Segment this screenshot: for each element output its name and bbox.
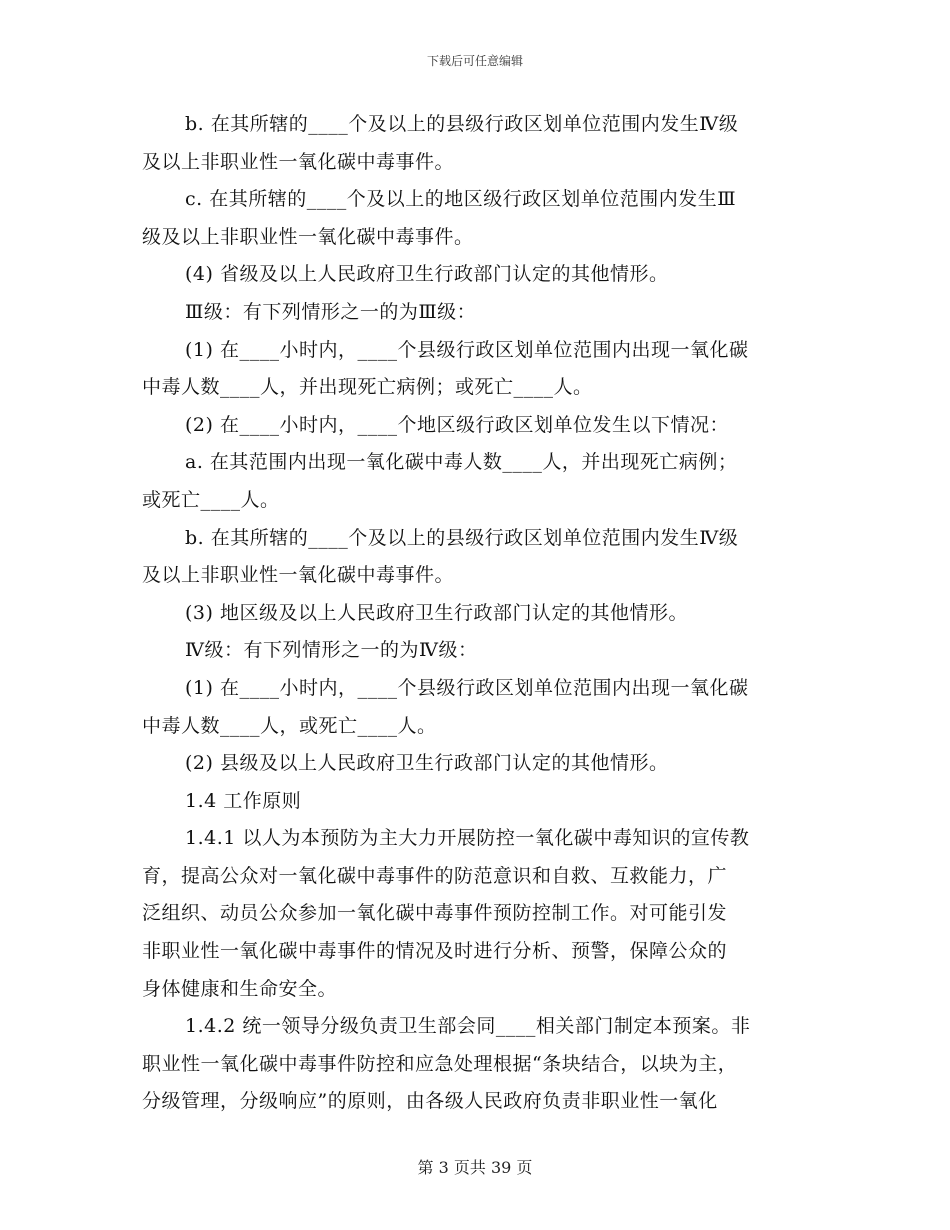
text-line: (1) 在____小时内，____个县级行政区划单位范围内出现一氧化碳 — [185, 676, 749, 699]
page-header: 下载后可任意编辑 — [426, 54, 523, 68]
text-line: 分级管理，分级响应”的原则，由各级人民政府负责非职业性一氧化 — [142, 1090, 718, 1113]
text-line: (2) 在____小时内，____个地区级行政区划单位发生以下情况： — [185, 413, 729, 436]
text-line: 职业性一氧化碳中毒事件防控和应急处理根据“条块结合，以块为主， — [142, 1052, 738, 1075]
text-line: 1.4 工作原则 — [185, 789, 302, 812]
text-line: 及以上非职业性一氧化碳中毒事件。 — [142, 564, 455, 587]
text-line: 1.4.2 统一领导分级负责卫生部会同____相关部门制定本预案。非 — [185, 1015, 751, 1038]
body-text — [142, 106, 810, 1121]
text-line: b. 在其所辖的____个及以上的县级行政区划单位范围内发生Ⅳ级 — [185, 526, 739, 549]
text-line: (1) 在____小时内，____个县级行政区划单位范围内出现一氧化碳 — [185, 338, 749, 361]
text-line: (2) 县级及以上人民政府卫生行政部门认定的其他情形。 — [185, 752, 669, 775]
text-line: 非职业性一氧化碳中毒事件的情况及时进行分析、预警，保障公众的 — [142, 940, 728, 963]
text-line: (4) 省级及以上人民政府卫生行政部门认定的其他情形。 — [185, 263, 669, 286]
text-line: Ⅲ级：有下列情形之一的为Ⅲ级： — [185, 300, 477, 323]
text-line: 1.4.1 以人为本预防为主大力开展防控一氧化碳中毒知识的宣传教 — [185, 827, 750, 850]
page-footer: 第 3 页共 39 页 — [417, 1158, 533, 1177]
text-line: 育，提高公众对一氧化碳中毒事件的防范意识和自救、互救能力，广 — [142, 864, 728, 887]
text-line: 及以上非职业性一氧化碳中毒事件。 — [142, 150, 455, 173]
text-line: 泛组织、动员公众参加一氧化碳中毒事件预防控制工作。对可能引发 — [142, 902, 728, 925]
text-line: a. 在其范围内出现一氧化碳中毒人数____人，并出现死亡病例； — [185, 451, 738, 474]
text-line: Ⅳ级：有下列情形之一的为Ⅳ级： — [185, 639, 478, 662]
text-line: 或死亡____人。 — [142, 488, 280, 511]
text-line: c. 在其所辖的____个及以上的地区级行政区划单位范围内发生Ⅲ — [185, 188, 737, 211]
text-line: 级及以上非职业性一氧化碳中毒事件。 — [142, 225, 474, 248]
text-line: 中毒人数____人，并出现死亡病例；或死亡____人。 — [142, 376, 593, 399]
text-line: 中毒人数____人，或死亡____人。 — [142, 714, 437, 737]
text-line: (3) 地区级及以上人民政府卫生行政部门认定的其他情形。 — [185, 601, 688, 624]
text-line: b. 在其所辖的____个及以上的县级行政区划单位范围内发生Ⅳ级 — [185, 113, 739, 135]
text-line: 身体健康和生命安全。 — [142, 977, 338, 1000]
